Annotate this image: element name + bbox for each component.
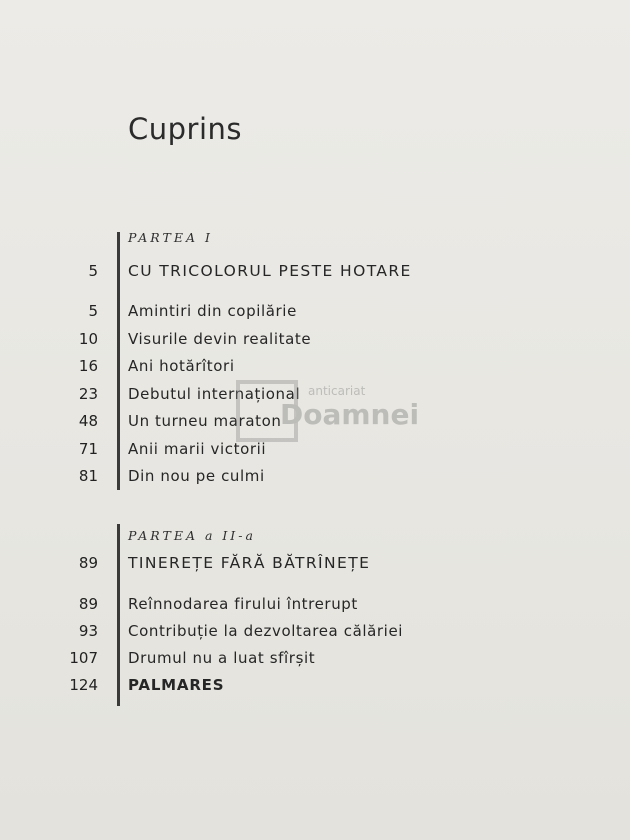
part-1-label: PARTEA I	[128, 230, 213, 245]
toc-chapter-title: Reînnodarea firului întrerupt	[128, 595, 358, 613]
toc-chapter-title: PALMARES	[128, 676, 225, 694]
toc-page-number: 10	[78, 330, 98, 348]
section-title: TINEREȚE FĂRĂ BĂTRÎNEȚE	[128, 554, 371, 572]
toc-entry	[0, 302, 630, 326]
toc-page-number: 71	[78, 440, 98, 458]
section-page-number: 5	[88, 262, 98, 280]
toc-chapter-title: Drumul nu a luat sfîrșit	[128, 649, 316, 667]
part-2-label: PARTEA a II-a	[128, 528, 256, 543]
toc-page-number: 48	[78, 412, 98, 430]
toc-chapter-title: Debutul internațional	[128, 385, 301, 403]
watermark-small-text: anticariat	[308, 384, 366, 398]
part-2-section-row	[0, 554, 630, 578]
toc-page-number: 5	[88, 302, 98, 320]
watermark-logo	[236, 380, 420, 450]
toc-page-number: 107	[69, 649, 98, 667]
toc-page-number: 16	[78, 357, 98, 375]
section-page-number: 89	[78, 554, 98, 572]
toc-entry	[0, 649, 630, 673]
toc-entry	[0, 595, 630, 619]
toc-chapter-title: Din nou pe culmi	[128, 467, 265, 485]
toc-chapter-title: Un turneu maraton	[128, 412, 282, 430]
part-1-section-row	[0, 262, 630, 286]
toc-page-number: 124	[69, 676, 98, 694]
toc-entry	[0, 357, 630, 381]
toc-page-number: 93	[78, 622, 98, 640]
toc-page-number: 89	[78, 595, 98, 613]
toc-chapter-title: Contribuție la dezvoltarea călăriei	[128, 622, 404, 640]
toc-chapter-title: Ani hotărîtori	[128, 357, 235, 375]
toc-entry	[0, 676, 630, 700]
page-title: Cuprins	[128, 112, 243, 146]
toc-entry	[0, 467, 630, 491]
toc-entry	[0, 330, 630, 354]
watermark-big-text: Doamnei	[280, 398, 420, 431]
toc-chapter-title: Visurile devin realitate	[128, 330, 312, 348]
toc-page-number: 23	[78, 385, 98, 403]
toc-chapter-title: Anii marii victorii	[128, 440, 267, 458]
toc-page-number: 81	[78, 467, 98, 485]
toc-chapter-title: Amintiri din copilărie	[128, 302, 297, 320]
section-title: CU TRICOLORUL PESTE HOTARE	[128, 262, 412, 280]
toc-entry	[0, 622, 630, 646]
